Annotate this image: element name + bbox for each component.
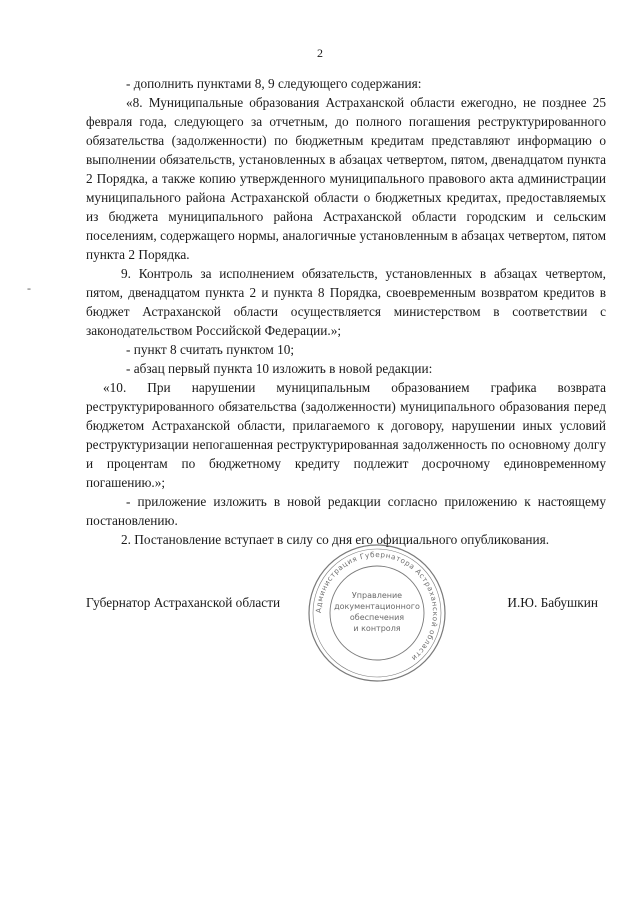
paragraph-point-10: «10. При нарушении муниципальным образованием графика возврата реструктурированного обязательства (задолженности) муниципального образования перед бюджетом Астраханской области, прилагаемого к договору, нарушении иных условий реструктуризации непогашенная реструктурированная задолженность по основному долгу и процентам по бюджетному кредиту подлежит досрочному единовременному погашению.»;: [86, 380, 606, 490]
stamp-center-line: обеспечения: [349, 613, 405, 622]
stamp-ring-text: Администрация Губернатора Астраханской области: [313, 549, 441, 664]
margin-mark: -: [27, 281, 31, 295]
paragraph-appendix: - приложение изложить в новой редакции согласно приложению к настоящему постановлению.: [86, 494, 606, 528]
paragraph-point-8: «8. Муниципальные образования Астраханской области ежегодно, не позднее 25 февраля года, следующего за отчетным, до полного погашения реструктурированного обязательства (задолженности) по бюджетным кредитам представляют информацию о выполнении обязательств, установленных в абзацах четвертом, пятом, двенадцатом пункта 2 Порядка, а также копию утвержденного муниципального правового акта администрации муниципального района Астраханской области о бюджетных кредитах, предоставляемых из бюджета муниципального района Астраханской области городским и сельским поселениям, содержащего нормы, аналогичные установленным в абзацах четвертом, пятом пункта 2 Порядка.: [86, 95, 606, 262]
signatory-name: И.Ю. Бабушкин: [507, 595, 598, 610]
paragraph-effective-date: 2. Постановление вступает в силу со дня его официального опубликования.: [121, 532, 550, 547]
stamp-center-line: и контроля: [353, 624, 401, 633]
signatory-position: Губернатор Астраханской области: [86, 595, 281, 610]
official-stamp: [306, 542, 448, 684]
document-body: [86, 74, 606, 549]
paragraph-new-edition: - абзац первый пункта 10 изложить в новой редакции:: [126, 361, 433, 376]
page-number: 2: [317, 46, 323, 60]
stamp-center-line: документационного: [334, 602, 420, 611]
paragraph-renumber: - пункт 8 считать пунктом 10;: [126, 342, 295, 357]
paragraph-add-points: - дополнить пунктами 8, 9 следующего содержания:: [126, 76, 422, 91]
stamp-center-line: Управление: [351, 591, 403, 600]
paragraph-point-9: 9. Контроль за исполнением обязательств, установленных в абзацах четвертом, пятом, двенадцатом пункта 2 и пункта 8 Порядка, своевременным возвратом кредитов в бюджет Астраханской области осуществляется министерством в соответствии с законодательством Российской Федерации.»;: [86, 266, 606, 338]
